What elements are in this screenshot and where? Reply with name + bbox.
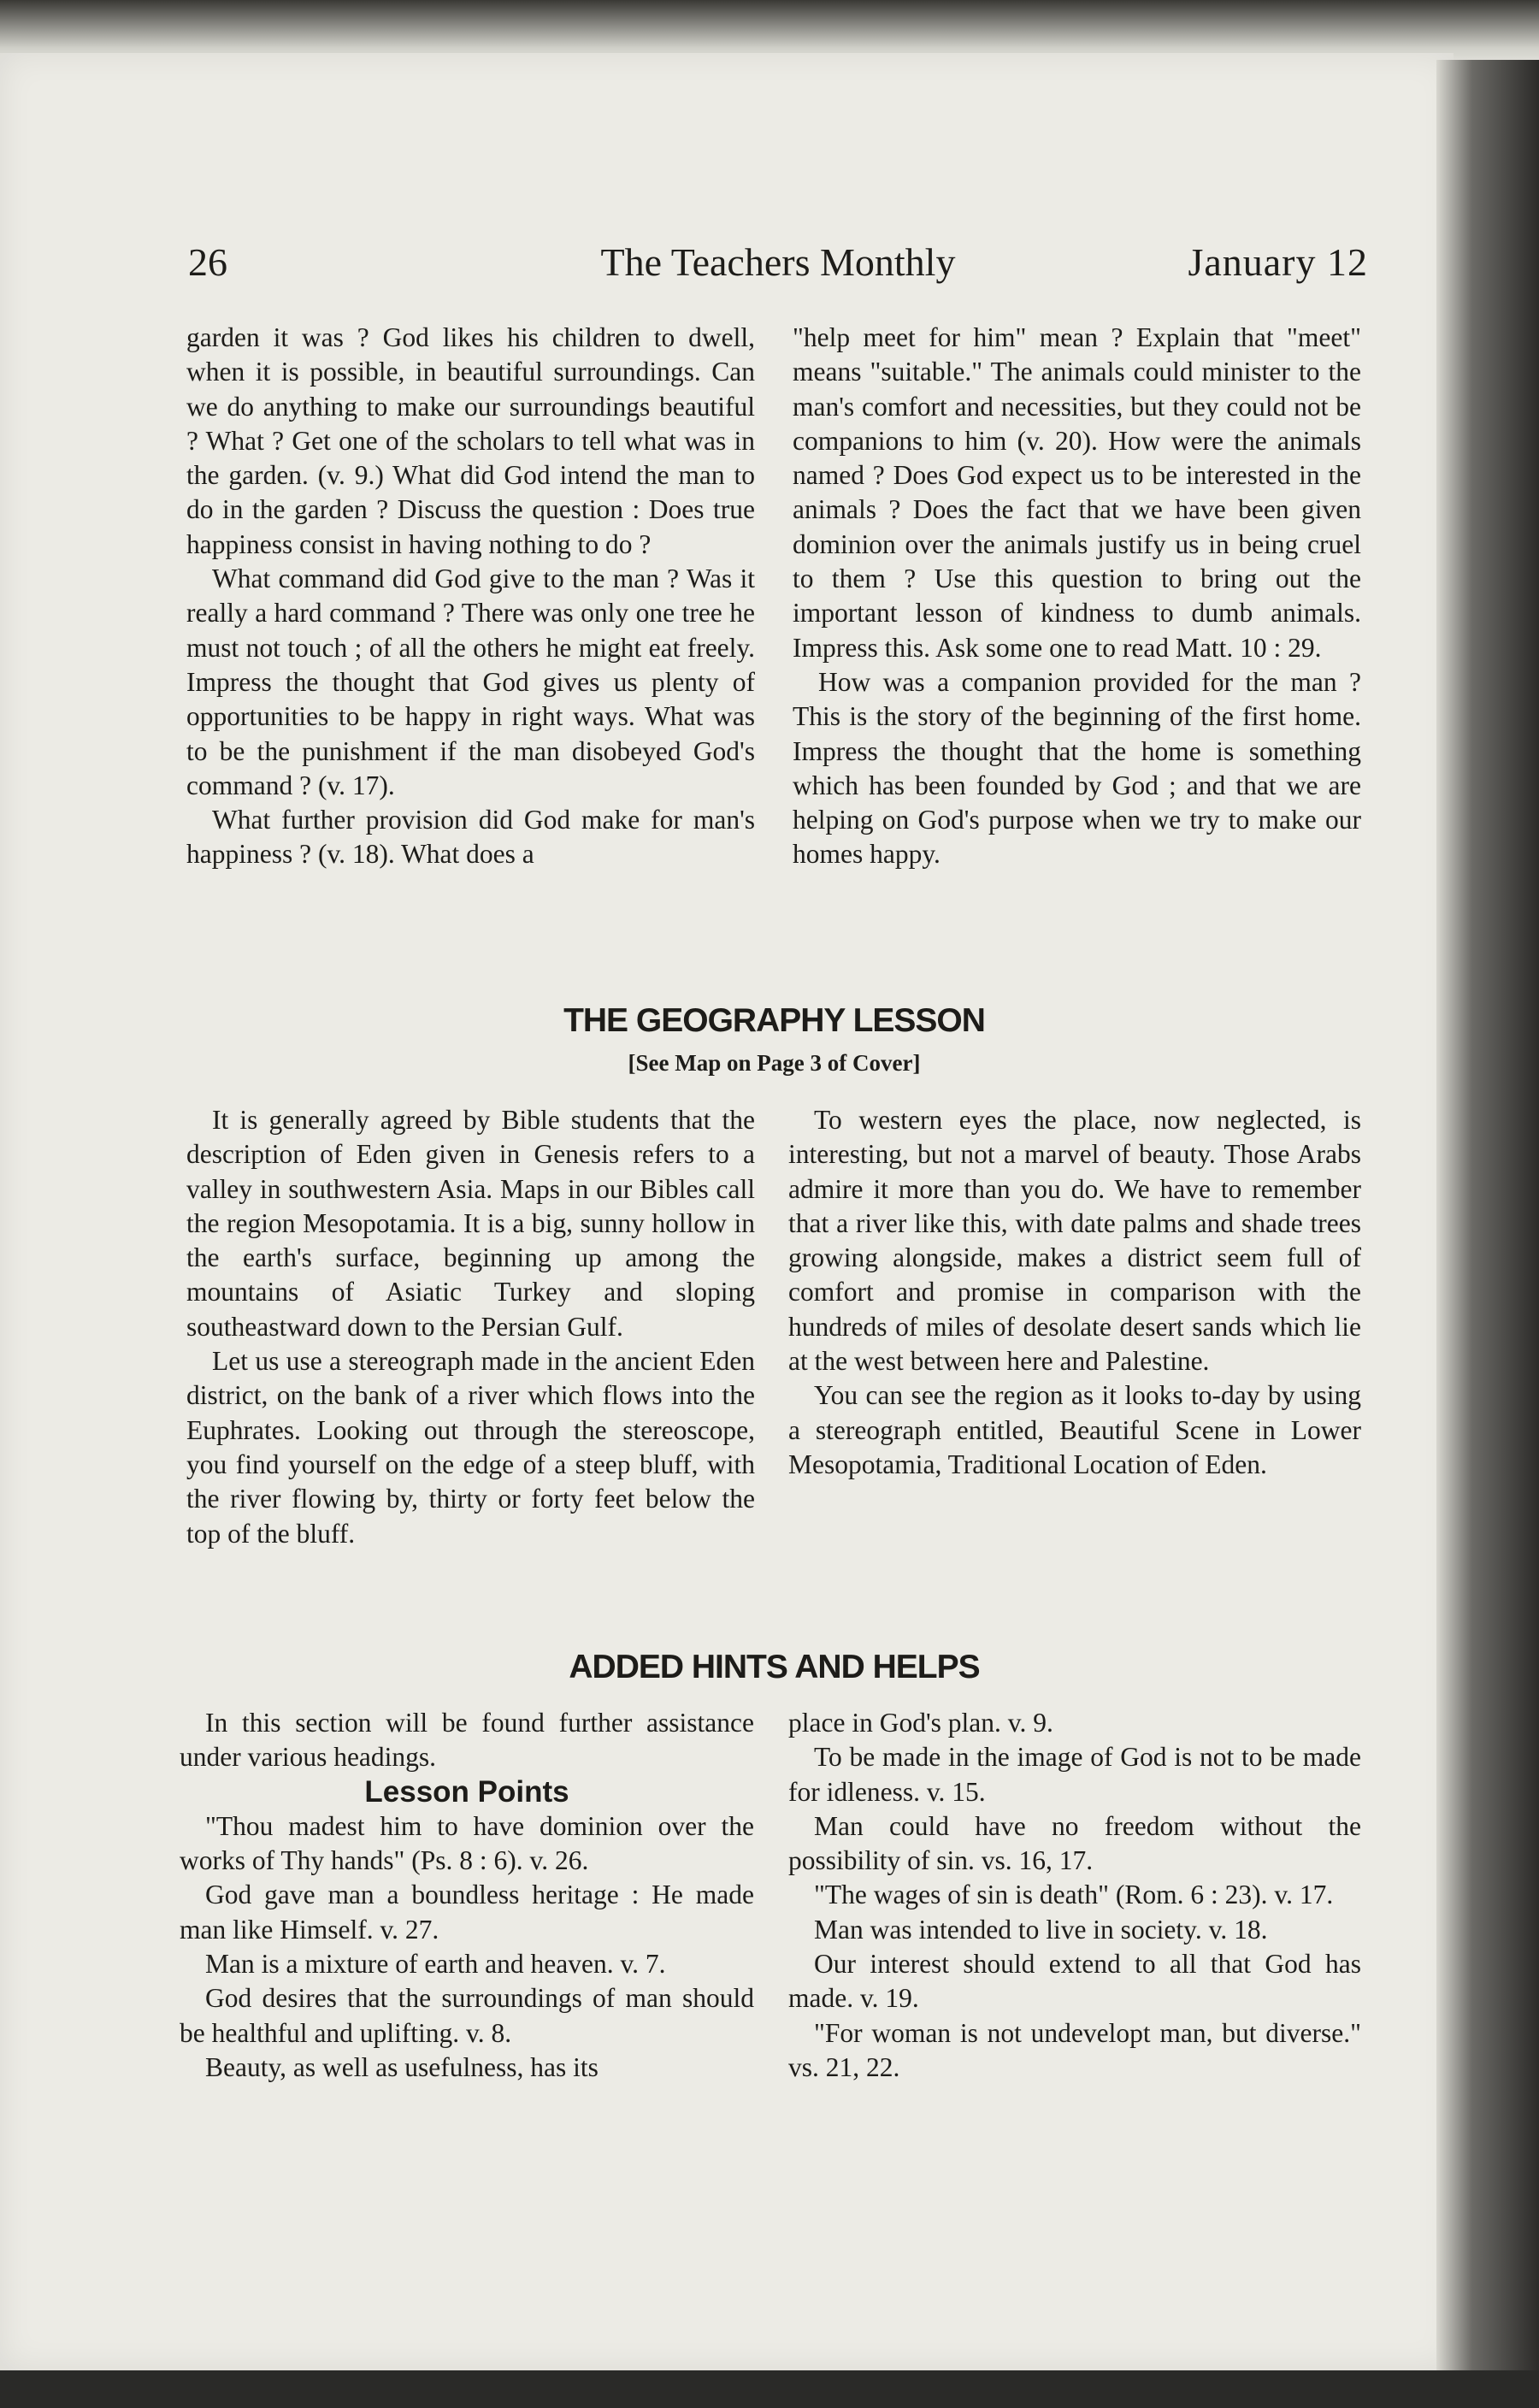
- hints-left-column: [180, 1706, 754, 2085]
- book-spine-edge: [1436, 60, 1539, 2377]
- issue-date: January 12: [1188, 240, 1368, 284]
- lesson-point: God gave man a boundless heritage : He made man like Himself. v. 27.: [180, 1880, 754, 1945]
- top-left-column: [186, 321, 755, 872]
- paragraph: It is generally agreed by Bible students that the description of Eden given in Genesis refers to a valley in southwestern Asia. Maps in our Bibles call the region Mesopotamia. It is a big, sunny hollow in the earth's surface, beginning up among the mountains of Asiatic Turkey and sloping southeastward down to the Persian Gulf.: [186, 1105, 755, 1342]
- lesson-points-title: Lesson Points: [364, 1774, 569, 1809]
- lesson-point: "Thou madest him to have dominion over the works of Thy hands" (Ps. 8 : 6). v. 26.: [180, 1810, 754, 1876]
- lesson-point: Our interest should extend to all that God has made. v. 19.: [788, 1949, 1361, 2014]
- paragraph: To western eyes the place, now neglected, is interesting, but not a marvel of beauty. Those Arabs admire it more than you do. We have to remember that a river like this, with date palms and shade trees growing alongside, makes a district seem full of comfort and promise in comparison with the hundreds of miles of desolate desert sands which lie at the west between here and Palestine.: [788, 1105, 1361, 1377]
- paragraph: What further provision did God make for man's happiness ? (v. 18). What does a: [186, 805, 755, 870]
- paragraph: How was a companion provided for the man ? This is the story of the beginning of the first home. Impress the thought that the home is something which has been founded by God ; and that we are helping on God's purpose when we try to make our homes happy.: [793, 666, 1361, 870]
- geography-subheading: [186, 1050, 1362, 1077]
- geography-heading: THE GEOGRAPHY LESSON: [563, 1002, 985, 1039]
- intro-paragraph: In this section will be found further assistance under various headings.: [180, 1708, 754, 1773]
- paragraph: garden it was ? God likes his children to dwell, when it is possible, in beautiful surroundings. Can we do anything to make our surroundings beautiful ? What ? Get one of the scholars to tell what was in the garden. (v. 9.) What did God intend the man to do in the garden ? Discuss the question : Does true happiness consist in having nothing to do ?: [186, 322, 755, 559]
- lesson-point: Beauty, as well as usefulness, has its: [205, 2051, 598, 2082]
- journal-title: The Teachers Monthly: [600, 240, 956, 284]
- paragraph: "help meet for him" mean ? Explain that "meet" means "suitable." The animals could minister to the man's comfort and necessities, but they could not be companions to him (v. 20). How were the animals named ? Does God expect us to be interested in the animals ? Does the fact that we have been given dominion over the animals justify us in being cruel to them ? Use this question to bring out the important lesson of kindness to dumb animals. Impress this. Ask some one to read Matt. 10 : 29.: [793, 322, 1361, 663]
- paragraph: What command did God give to the man ? Was it really a hard command ? There was only one tree he must not touch ; of all the others he might eat freely. Impress the thought that God gives us plenty of opportunities to be happy in right ways. What was to be the punishment if the man disobeyed God's command ? (v. 17).: [186, 564, 755, 800]
- lesson-point: Man was intended to live in society. v. 18.: [814, 1914, 1268, 1945]
- lesson-point: God desires that the surroundings of man should be healthful and uplifting. v. 8.: [180, 1983, 754, 2048]
- hints-heading: ADDED HINTS AND HELPS: [569, 1649, 980, 1685]
- page-number: 26: [188, 240, 227, 284]
- running-header: [188, 239, 1368, 299]
- lesson-point: Man could have no freedom without the possibility of sin. vs. 16, 17.: [788, 1810, 1361, 1876]
- paragraph: Let us use a stereograph made in the ancient Eden district, on the bank of a river which flows into the Euphrates. Looking out through the stereoscope, you find yourself on the edge of a steep bluff, with the river flowing by, thirty or forty feet below the top of the bluff.: [186, 1346, 755, 1549]
- lesson-point: "The wages of sin is death" (Rom. 6 : 23). v. 17.: [814, 1880, 1334, 1910]
- hints-right-column: [788, 1706, 1361, 2085]
- scan-bottom-border: [0, 2370, 1539, 2408]
- lesson-point: Man is a mixture of earth and heaven. v. 7.: [205, 1949, 666, 1980]
- geography-right-column: [788, 1103, 1361, 1482]
- paragraph: You can see the region as it looks to-day by using a stereograph entitled, Beautiful Scene in Lower Mesopotamia, Traditional Location of Eden.: [788, 1380, 1361, 1479]
- lesson-point: place in God's plan. v. 9.: [788, 1708, 1053, 1738]
- geography-left-column: [186, 1103, 755, 1551]
- lesson-point: "For woman is not undevelopt man, but diverse." vs. 21, 22.: [788, 2017, 1361, 2082]
- map-reference: [See Map on Page 3 of Cover]: [628, 1050, 921, 1076]
- top-right-column: [793, 321, 1361, 872]
- lesson-point: To be made in the image of God is not to be made for idleness. v. 15.: [788, 1742, 1361, 1807]
